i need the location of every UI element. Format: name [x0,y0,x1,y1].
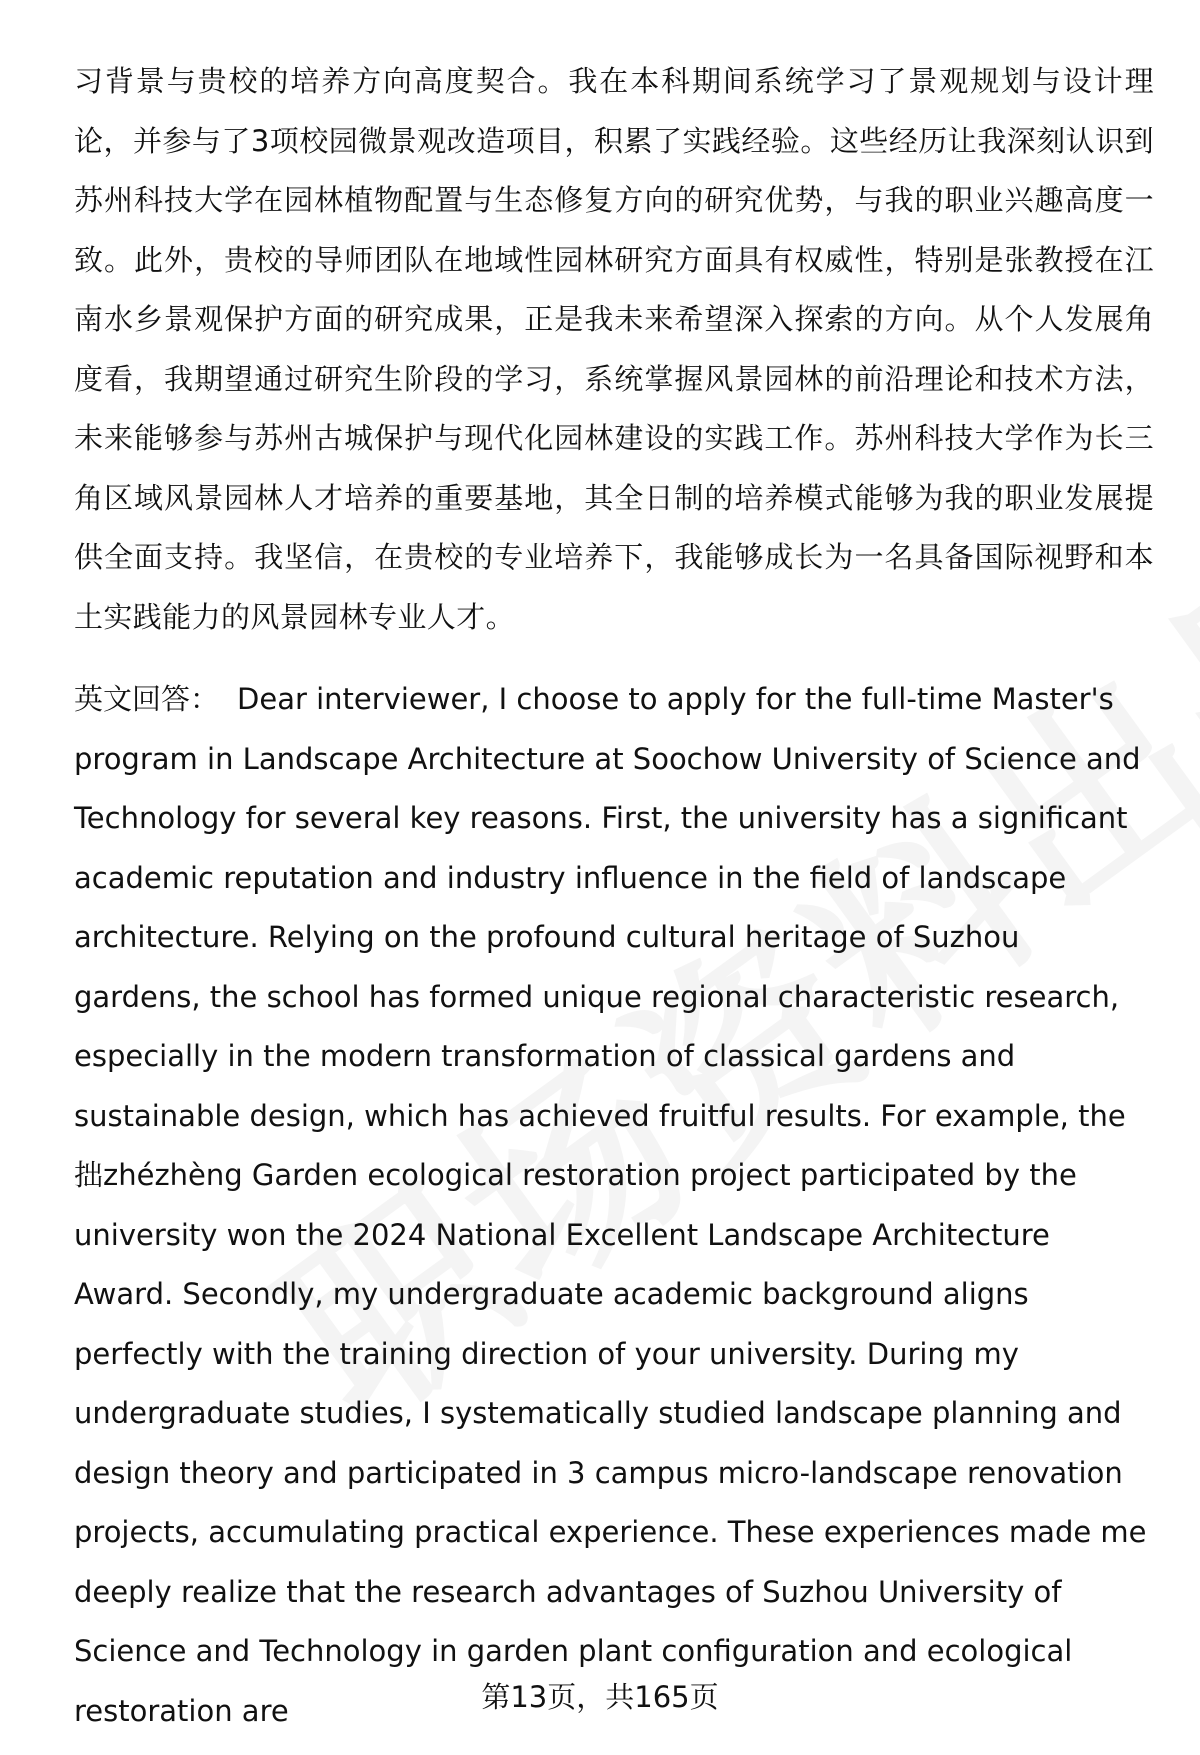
chinese-answer-paragraph: 习背景与贵校的培养方向高度契合。我在本科期间系统学习了景观规划与设计理论，并参与了3项校园微景观改造项目，积累了实践经验。这些经历让我深刻认识到苏州科技大学在园林植物配置与生态修复方向的研究优势，与我的职业兴趣高度一致。此外，贵校的导师团队在地域性园林研究方面具有权威性，特别是张教授在江南水乡景观保护方面的研究成果，正是我未来希望深入探索的方向。从个人发展角度看，我期望通过研究生阶段的学习，系统掌握风景园林的前沿理论和技术方法，未来能够参与苏州古城保护与现代化园林建设的实践工作。苏州科技大学作为长三角区域风景园林人才培养的重要基地，其全日制的培养模式能够为我的职业发展提供全面支持。我坚信，在贵校的专业培养下，我能够成长为一名具备国际视野和本土实践能力的风景园林专业人才。 [74,64,1154,634]
english-answer-label: 英文回答： [74,682,220,716]
english-answer-text: Dear interviewer, I choose to apply for the full-time Master's program in Landscape Architecture at Soochow University of Science and Technology for several key reasons. First, the university has a significant academic reputation and industry influence in the field of landscape architecture. Relying on the profound cultural heritage of Suzhou gardens, the school has formed unique regional characteristic research, especially in the modern transformation of classical gardens and sustainable design, which has achieved fruitful results. For example, the拙zhézhèng Garden ecological restoration project participated by the university won the 2024 National Excellent Landscape Architecture Award. Secondly, my undergraduate academic background aligns perfectly with the training direction of your university. During my undergraduate studies, I systematically studied landscape planning and design theory and participated in 3 campus micro-landscape renovation projects, accumulating practical experience. These experiences made me deeply realize that the research advantages of Suzhou University of Science and Technology in garden plant configuration and ecological restoration are [74,682,1147,1728]
page-number-footer: 第13页，共165页 [481,1680,719,1714]
document-body [74,52,1154,1741]
english-answer-paragraph [74,670,1154,1741]
